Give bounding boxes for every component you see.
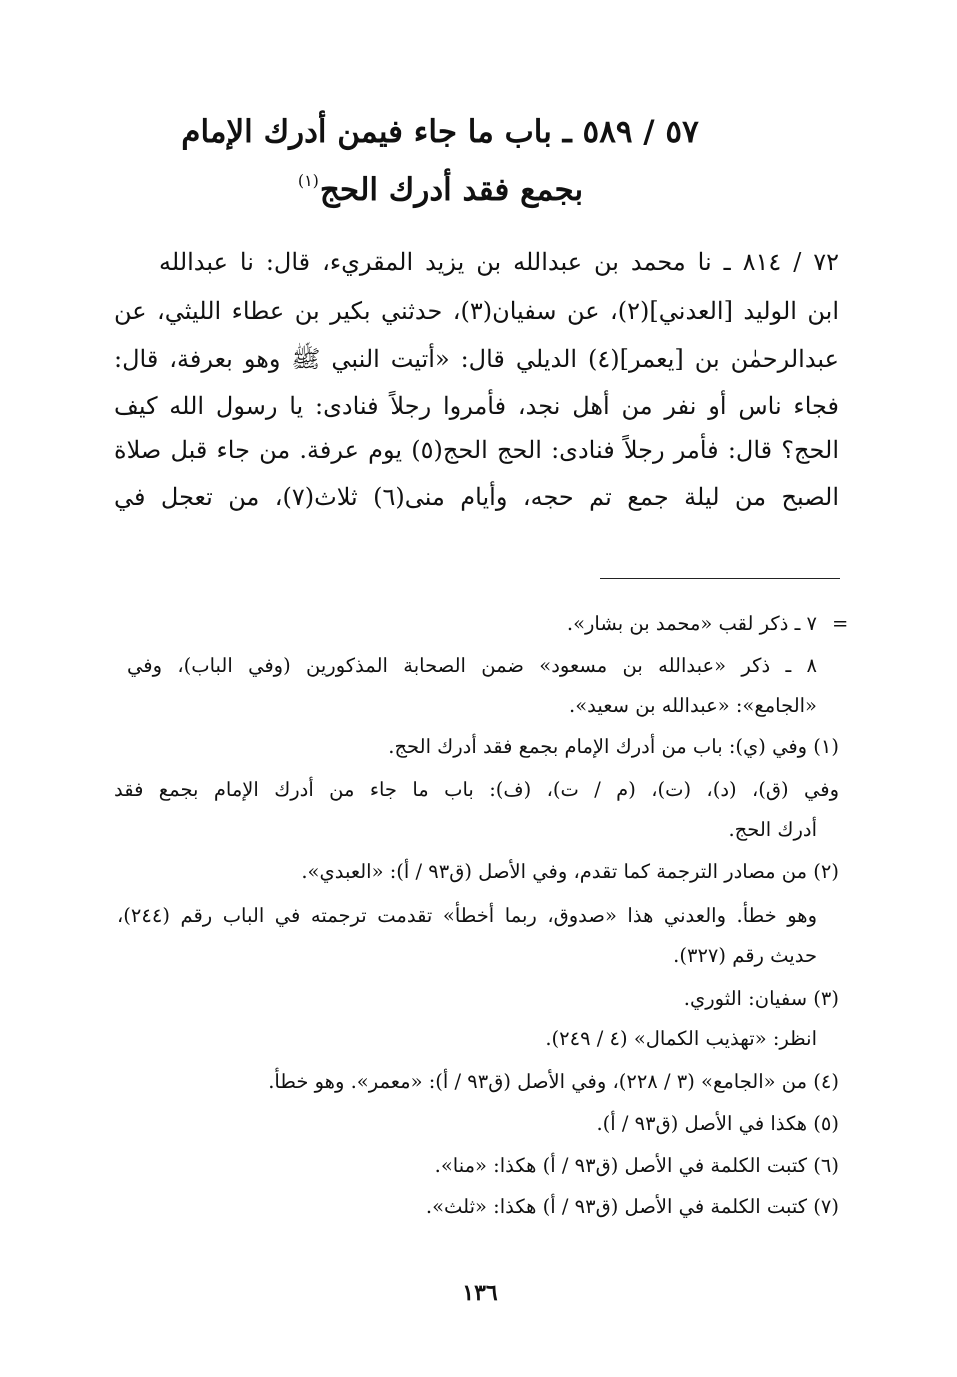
hadith-line: عبدالرحمٰن بن [يعمر](٤) الديلي قال: «أتيت النبي ﷺ وهو بعرفة، قال:: [114, 345, 839, 373]
chapter-title-text-2: بجمع فقد أدرك الحج: [319, 172, 584, 208]
footnote-separator: [600, 578, 840, 579]
footnote-line: (٦) كتبت الكلمة في الأصل (ق٩٣ / أ) هكذا: «منا».: [434, 1154, 839, 1177]
footnote-line: وهو خطأ. والعدني هذا «صدوق، ربما أخطأ» تقدمت ترجمته في الباب رقم (٢٤٤)،: [117, 904, 817, 927]
footnote-line: حديث رقم (٣٢٧).: [673, 944, 817, 967]
hadith-line: الصبح من ليلة جمع تم حجه، وأيام منى(٦) ثلاث(٧)، من تعجل في: [114, 483, 840, 511]
hadith-line: فجاء ناس أو نفر من أهل نجد، فأمروا رجلاً فنادى: يا رسول الله كيف: [114, 392, 839, 420]
footnote-line: (٥) هكذا في الأصل (ق٩٣ / أ).: [596, 1112, 839, 1135]
footnote-line: وفي (ق)، (د)، (ت)، (م / ت)، (ف): باب ما جاء من أدرك الإمام بجمع فقد: [114, 778, 839, 801]
footnote-line: ٨ ـ ذكر «عبدالله بن مسعود» ضمن الصحابة المذكورين (وفي الباب)، وفي: [127, 654, 817, 677]
hadith-line: ابن الوليد [العدني](٢)، عن سفيان(٣)، حدثني بكير بن عطاء الليثي، عن: [114, 297, 839, 325]
title-footnote-ref: (١): [297, 171, 319, 190]
footnote-line: (٢) من مصادر الترجمة كما تقدم، وفي الأصل (ق٩٣ / أ): «العبدي».: [301, 860, 839, 883]
hadith-line: الحج؟ قال: فأمر رجلاً فنادى: الحج الحج(٥) يوم عرفة. من جاء قبل صلاة: [114, 436, 840, 464]
footnote-continuation-mark: =: [832, 612, 849, 635]
footnote-line: (١) وفي (ي): باب من أدرك الإمام بجمع فقد أدرك الحج.: [388, 735, 839, 758]
footnote-line: أدرك الحج.: [728, 818, 817, 841]
page-number: ١٣٦: [462, 1280, 498, 1306]
footnote-line: «الجامع»: «عبدالله بن سعيد».: [569, 694, 817, 717]
footnote-line: (٧) كتبت الكلمة في الأصل (ق٩٣ / أ) هكذا: «ثلث».: [425, 1195, 839, 1218]
footnote-line: انظر: «تهذيب الكمال» (٤ / ٢٤٩).: [545, 1027, 817, 1050]
chapter-title-line-2: [150, 170, 730, 210]
footnote-line: (٣) سفيان: الثوري.: [683, 987, 839, 1010]
footnote-line: ٧ ـ ذكر لقب «محمد بن بشار».: [566, 612, 817, 635]
chapter-title-text-1: ٥٧ / ٥٨٩ ـ باب ما جاء فيمن أدرك الإمام: [181, 114, 699, 150]
hadith-line: ٧٢ / ٨١٤ ـ نا محمد بن عبدالله بن يزيد المقريء، قال: نا عبدالله: [159, 248, 840, 276]
chapter-title-line-1: [150, 112, 730, 152]
footnote-line: (٤) من «الجامع» (٣ / ٢٢٨)، وفي الأصل (ق٩٣ / أ): «معمر». وهو خطأ.: [268, 1070, 839, 1093]
